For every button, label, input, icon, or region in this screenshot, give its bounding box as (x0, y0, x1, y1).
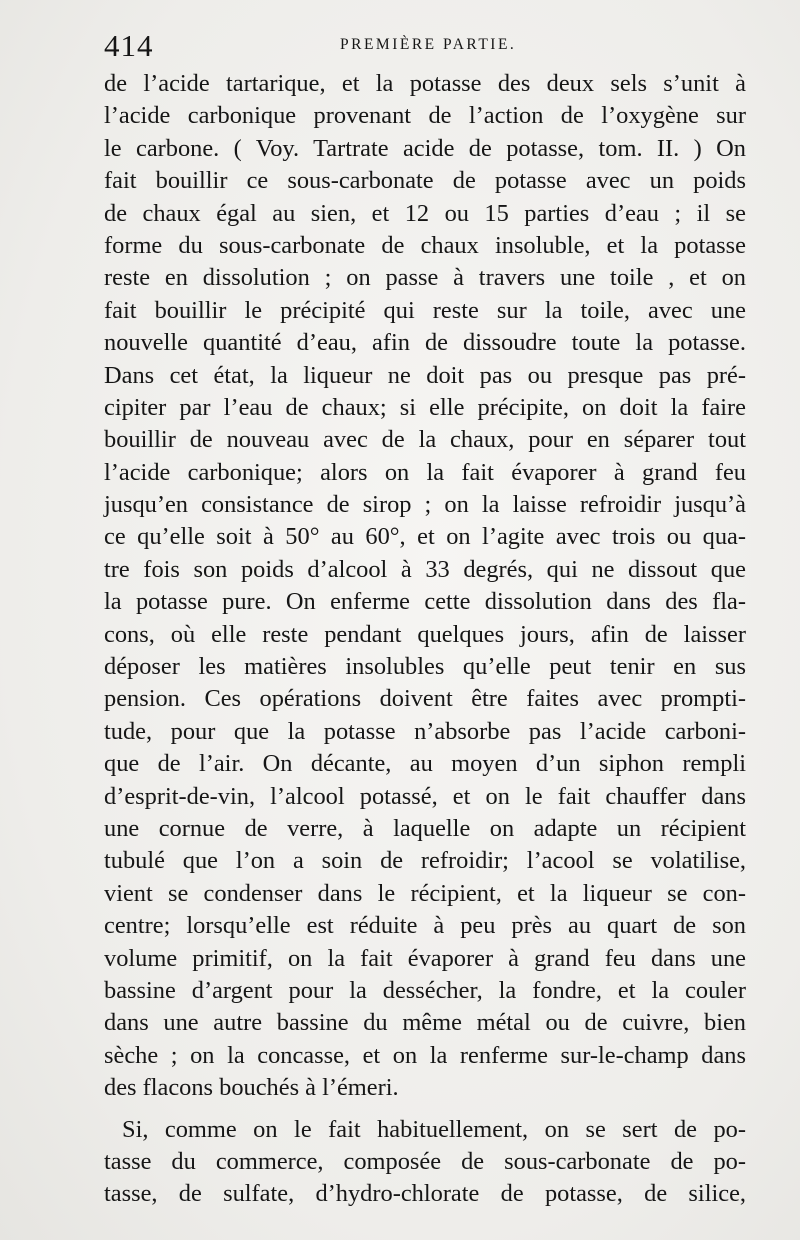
text-line: fait bouillir le précipité qui reste sur la toile, avec une (104, 296, 746, 324)
text-line: centre; lorsqu’elle est réduite à peu près au quart de son (104, 912, 746, 940)
paragraph-gap (104, 1105, 746, 1114)
text-line: bassine d’argent pour la dessécher, la fondre, et la couler (104, 976, 746, 1004)
text-line: l’acide carbonique; alors on la fait évaporer à grand feu (104, 458, 746, 486)
text-line: des flacons bouchés à l’émeri. (104, 1074, 399, 1102)
text-line: que de l’air. On décante, au moyen d’un siphon rempli (104, 750, 746, 778)
text-line: une cornue de verre, à laquelle on adapte un récipient (104, 814, 746, 842)
text-line: de chaux égal au sien, et 12 ou 15 parties d’eau ; il se (104, 199, 746, 227)
text-line: sèche ; on la concasse, et on la renferme sur-le-champ dans (104, 1041, 746, 1069)
text-line: de l’acide tartarique, et la potasse des deux sels s’unit à (104, 70, 746, 97)
page-header (104, 28, 744, 64)
text-line: vient se condenser dans le récipient, et la liqueur se con- (104, 879, 746, 907)
text-line: tubulé que l’on a soin de refroidir; l’acool se volatilise, (104, 847, 746, 875)
paragraph (104, 68, 746, 1105)
text-line: ce qu’elle soit à 50° au 60°, et on l’agite avec trois ou qua- (104, 523, 746, 551)
text-line: bouillir de nouveau avec de la chaux, pour en séparer tout (104, 426, 746, 454)
body-text (104, 68, 746, 1211)
text-line: l’acide carbonique provenant de l’action de l’oxygène sur (104, 102, 746, 130)
text-line: volume primitif, on la fait évaporer à grand feu dans une (104, 944, 746, 972)
text-line: d’esprit-de-vin, l’alcool potassé, et on le fait chauffer dans (104, 782, 746, 810)
text-line: tude, pour que la potasse n’absorbe pas l’acide carboni- (104, 717, 746, 745)
text-line: la potasse pure. On enferme cette dissolution dans des fla- (104, 588, 746, 616)
page-number: 414 (104, 28, 154, 63)
text-line: fait bouillir ce sous-carbonate de potasse avec un poids (104, 167, 746, 195)
text-line: le carbone. ( Voy. Tartrate acide de potasse, tom. II. ) On (104, 134, 746, 162)
text-line: reste en dissolution ; on passe à travers une toile , et on (104, 264, 746, 292)
text-line: Dans cet état, la liqueur ne doit pas ou presque pas pré- (104, 361, 746, 389)
text-line: déposer les matières insolubles qu’elle peut tenir en sus (104, 653, 746, 681)
text-line: pension. Ces opérations doivent être faites avec prompti- (104, 685, 746, 713)
text-line: jusqu’en consistance de sirop ; on la laisse refroidir jusqu’à (104, 491, 746, 519)
paragraph (104, 1114, 746, 1211)
text-line: tasse, de sulfate, d’hydro-chlorate de potasse, de silice, (104, 1180, 746, 1208)
text-line: tre fois son poids d’alcool à 33 degrés, qui ne dissout que (104, 555, 746, 583)
text-line: forme du sous-carbonate de chaux insoluble, et la potasse (104, 231, 746, 259)
text-line: nouvelle quantité d’eau, afin de dissoudre toute la potasse. (104, 329, 746, 357)
text-line: tasse du commerce, composée de sous-carbonate de po- (104, 1147, 746, 1175)
text-line: cons, où elle reste pendant quelques jours, afin de laisser (104, 620, 746, 648)
text-line: dans une autre bassine du même métal ou de cuivre, bien (104, 1009, 746, 1037)
text-line: cipiter par l’eau de chaux; si elle précipite, on doit la faire (104, 393, 746, 421)
text-line: Si, comme on le fait habituellement, on se sert de po- (122, 1115, 746, 1143)
running-head: PREMIÈRE PARTIE. (340, 36, 517, 53)
